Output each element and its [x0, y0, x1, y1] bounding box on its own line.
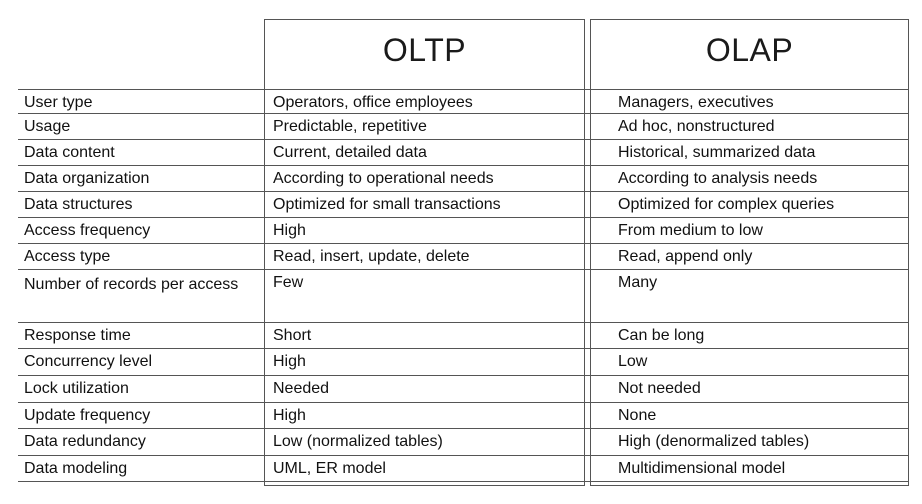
- oltp-cell: Current, detailed data: [273, 144, 427, 161]
- oltp-cell: Predictable, repetitive: [273, 118, 427, 135]
- row-feature-cell: Data structures: [24, 196, 133, 213]
- row-feature-cell: Lock utilization: [24, 380, 129, 397]
- row-feature-cell: Access type: [24, 248, 111, 265]
- table-row: [18, 429, 909, 456]
- olap-cell: Not needed: [618, 380, 701, 397]
- row-feature-cell: Usage: [24, 118, 71, 135]
- row-feature-cell: Access frequency: [24, 222, 151, 239]
- row-feature-cell: Update frequency: [24, 407, 151, 424]
- olap-cell: Ad hoc, nonstructured: [618, 118, 775, 135]
- row-feature-cell: Data content: [24, 144, 115, 161]
- oltp-cell: High: [273, 407, 306, 424]
- oltp-cell: High: [273, 353, 306, 370]
- olap-cell: Low: [618, 353, 648, 370]
- oltp-cell: Short: [273, 327, 312, 344]
- olap-cell: High (denormalized tables): [618, 433, 810, 450]
- table-row: [18, 89, 909, 114]
- oltp-cell: Operators, office employees: [273, 94, 473, 111]
- olap-cell: According to analysis needs: [618, 170, 818, 187]
- olap-cell: Multidimensional model: [618, 460, 786, 477]
- oltp-cell: Few: [273, 274, 304, 291]
- olap-cell: Many: [618, 274, 658, 291]
- table-row: [18, 403, 909, 429]
- row-feature-cell: Number of records per access: [24, 276, 239, 293]
- olap-cell: From medium to low: [618, 222, 763, 239]
- table-row: [18, 349, 909, 376]
- oltp-cell: According to operational needs: [273, 170, 494, 187]
- olap-cell: Historical, summarized data: [618, 144, 816, 161]
- oltp-cell: Optimized for small transactions: [273, 196, 501, 213]
- oltp-cell: Needed: [273, 380, 330, 397]
- row-feature-cell: Concurrency level: [24, 353, 153, 370]
- row-feature-cell: User type: [24, 94, 93, 111]
- oltp-cell: Read, insert, update, delete: [273, 248, 470, 265]
- oltp-cell: Low (normalized tables): [273, 433, 443, 450]
- oltp-column-header: OLTP: [382, 32, 467, 68]
- olap-cell: Managers, executives: [618, 94, 774, 111]
- row-feature-cell: Data redundancy: [24, 433, 146, 450]
- olap-cell: Read, append only: [618, 248, 753, 265]
- olap-cell: Optimized for complex queries: [618, 196, 835, 213]
- table-row: [18, 456, 909, 482]
- oltp-cell: UML, ER model: [273, 460, 386, 477]
- row-feature-cell: Data modeling: [24, 460, 128, 477]
- table-row: [18, 218, 909, 244]
- oltp-cell: High: [273, 222, 306, 239]
- olap-cell: Can be long: [618, 327, 705, 344]
- table-row: [18, 192, 909, 218]
- table-row: [18, 166, 909, 192]
- table-row: [18, 270, 909, 323]
- table-row: [18, 244, 909, 270]
- row-feature-cell: Response time: [24, 327, 131, 344]
- table-row: [18, 114, 909, 140]
- row-feature-cell: Data organization: [24, 170, 150, 187]
- table-row: [18, 323, 909, 349]
- table-row: [18, 140, 909, 166]
- olap-cell: None: [618, 407, 657, 424]
- table-row: [18, 376, 909, 403]
- olap-column-header: OLAP: [705, 32, 794, 68]
